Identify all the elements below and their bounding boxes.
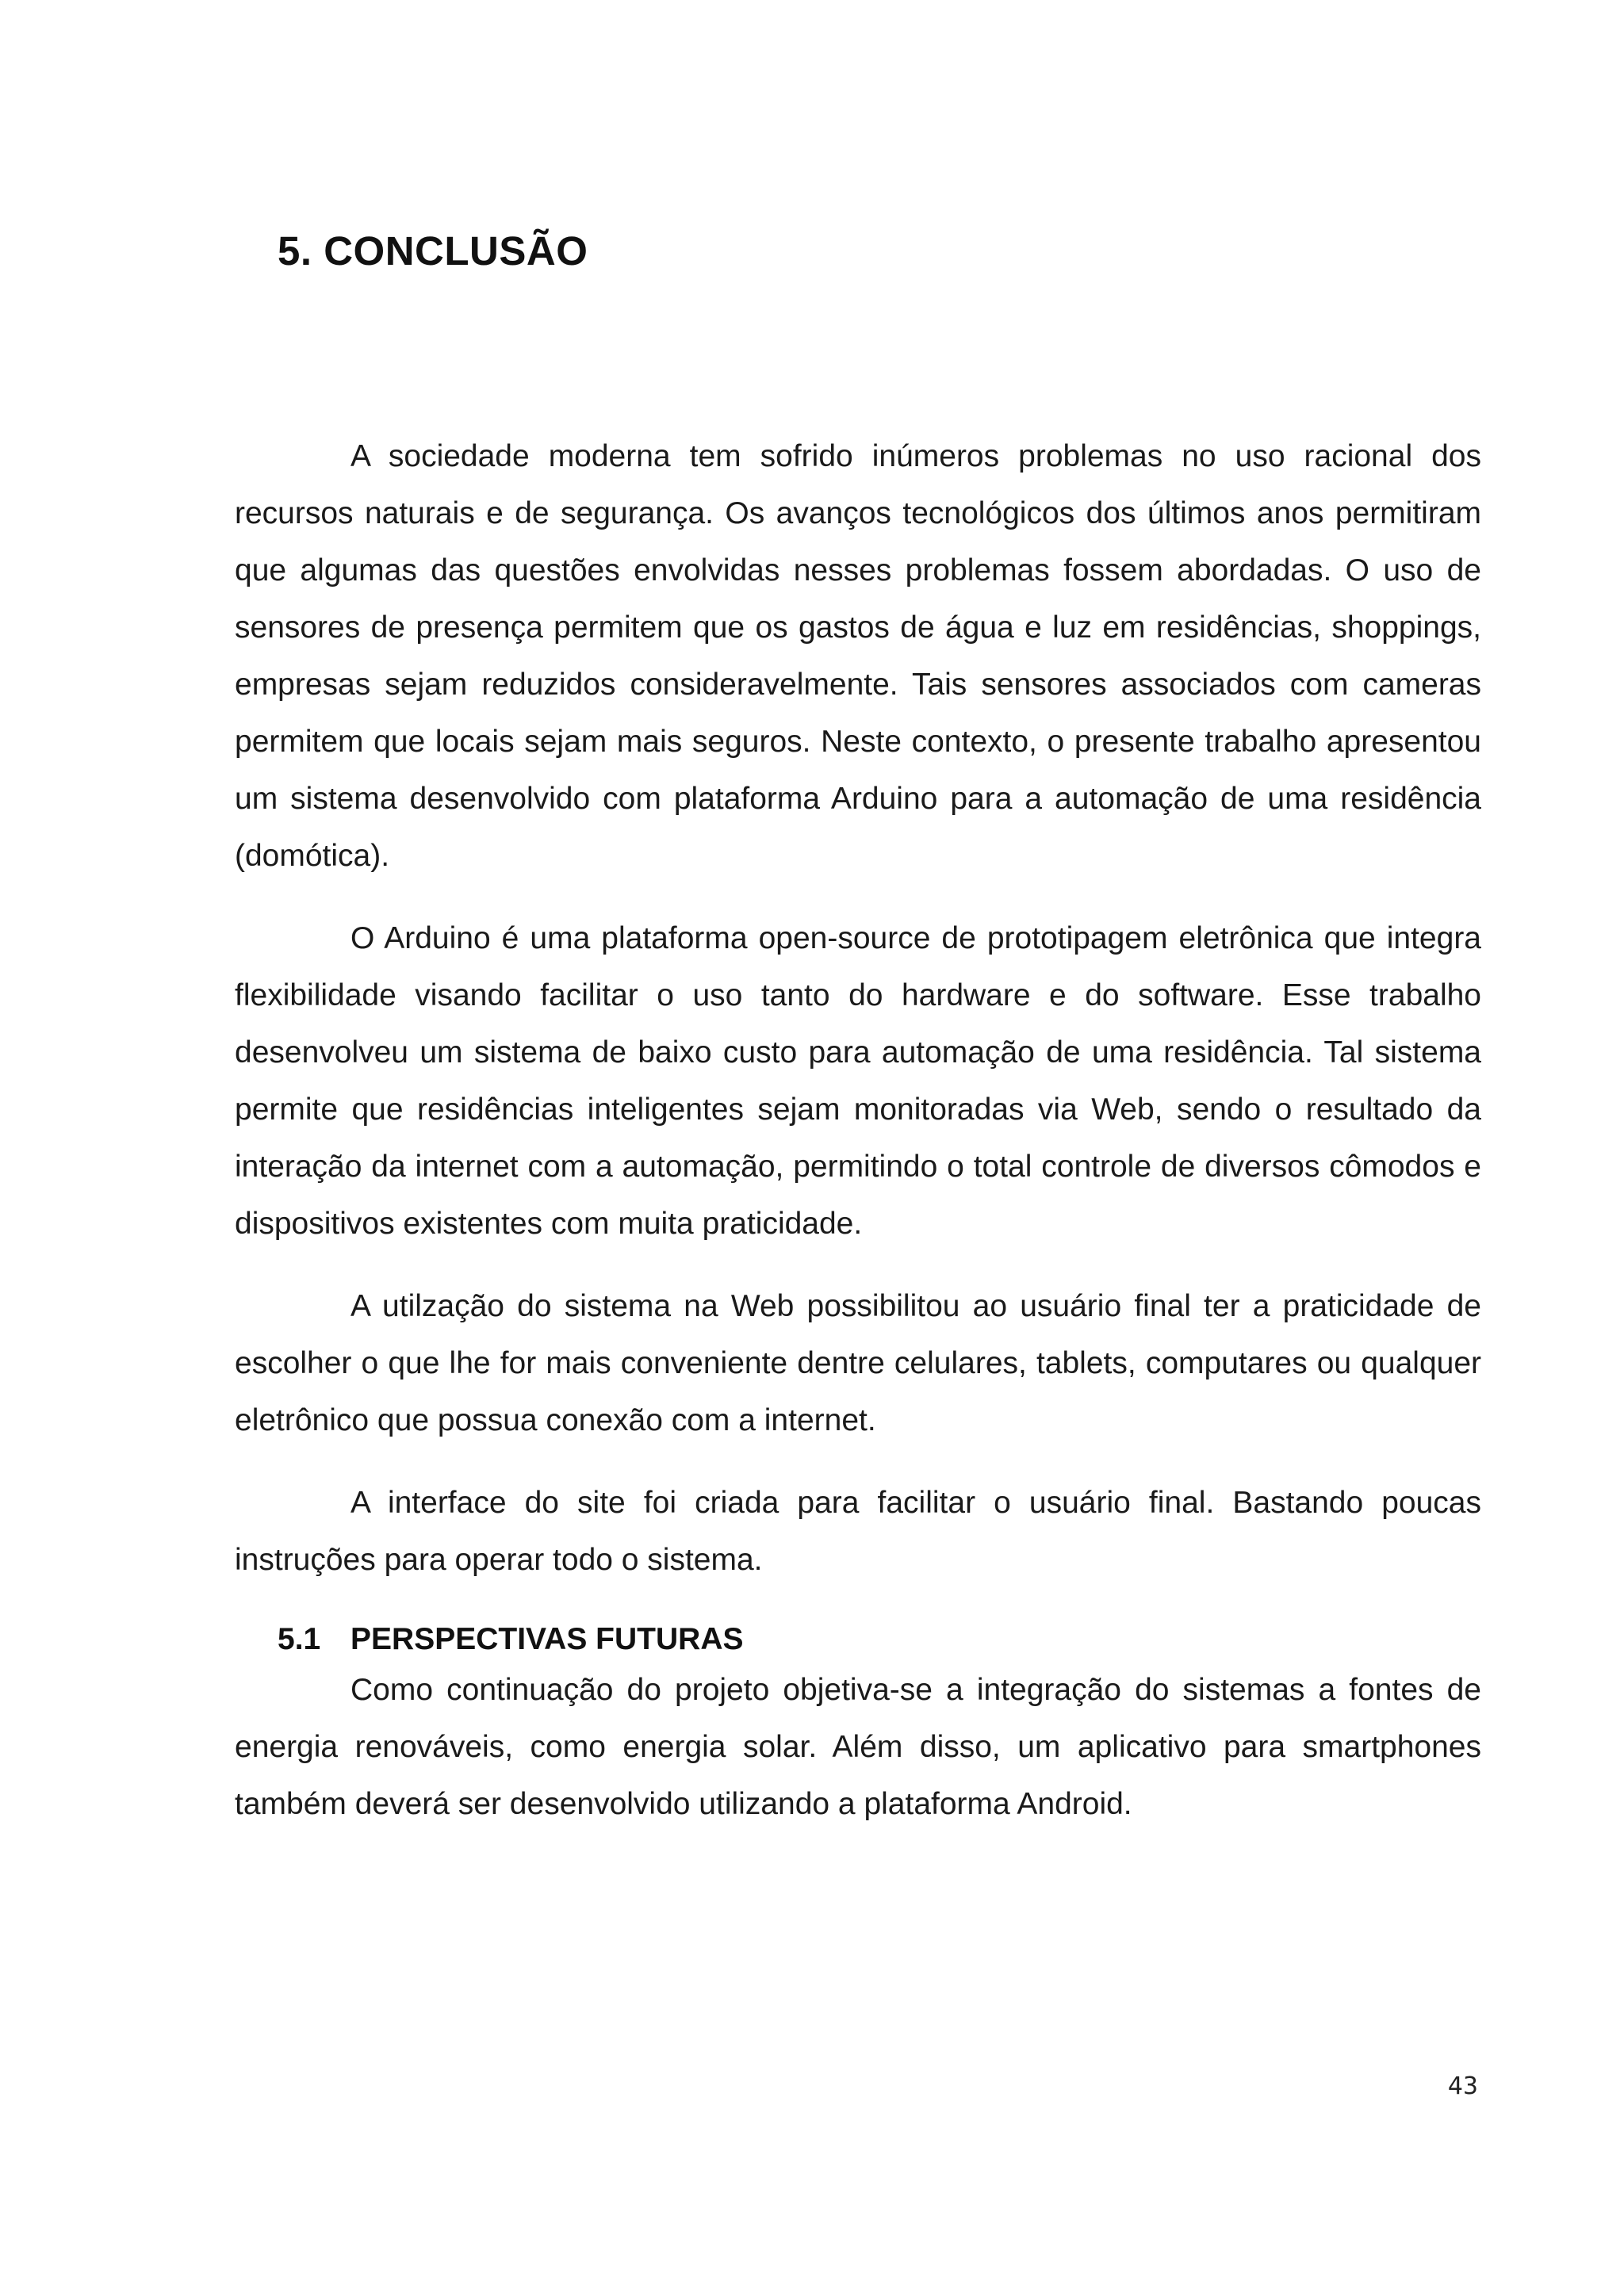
section-heading xyxy=(278,1617,1481,1662)
section-paragraph: Como continuação do projeto objetiva-se a integração do sistemas a fontes de energia renováveis, como energia solar. Além disso, um aplicativo para smartphones também deverá ser desenvolvido utilizando a plataforma Android. xyxy=(235,1673,1481,1821)
paragraph-4: A interface do site foi criada para facilitar o usuário final. Bastando poucas instruções para operar todo o sistema. xyxy=(235,1486,1481,1577)
paragraph-1: A sociedade moderna tem sofrido inúmeros problemas no uso racional dos recursos naturais e de segurança. Os avanços tecnológicos dos últimos anos permitiram que algumas das questões envolvidas nesses problemas fossem abordadas. O uso de sensores de presença permitem que os gastos de água e luz em residências, shoppings, empresas sejam reduzidos consideravelmente. Tais sensores associados com cameras permitem que locais sejam mais seguros. Neste contexto, o presente trabalho apresentou um sistema desenvolvido com plataforma Arduino para a automação de uma residência (domótica). xyxy=(235,439,1481,873)
section-title: PERSPECTIVAS FUTURAS xyxy=(350,1622,744,1656)
body-text xyxy=(235,428,1481,1858)
paragraph-2: O Arduino é uma plataforma open-source de prototipagem eletrônica que integra flexibilidade visando facilitar o uso tanto do hardware e do software. Esse trabalho desenvolveu um sistema de baixo custo para automação de uma residência. Tal sistema permite que residências inteligentes sejam monitoradas via Web, sendo o resultado da interação da internet com a automação, permitindo o total controle de diversos cômodos e dispositivos existentes com muita praticidade. xyxy=(235,921,1481,1241)
section-number: 5.1 xyxy=(278,1622,321,1656)
page-number: 43 xyxy=(1447,2072,1478,2100)
chapter-title: 5. CONCLUSÃO xyxy=(278,228,588,274)
paragraph-3: A utilzação do sistema na Web possibilitou ao usuário final ter a praticidade de escolher o que lhe for mais conveniente dentre celulares, tablets, computares ou qualquer eletrônico que possua conexão com a internet. xyxy=(235,1289,1481,1437)
